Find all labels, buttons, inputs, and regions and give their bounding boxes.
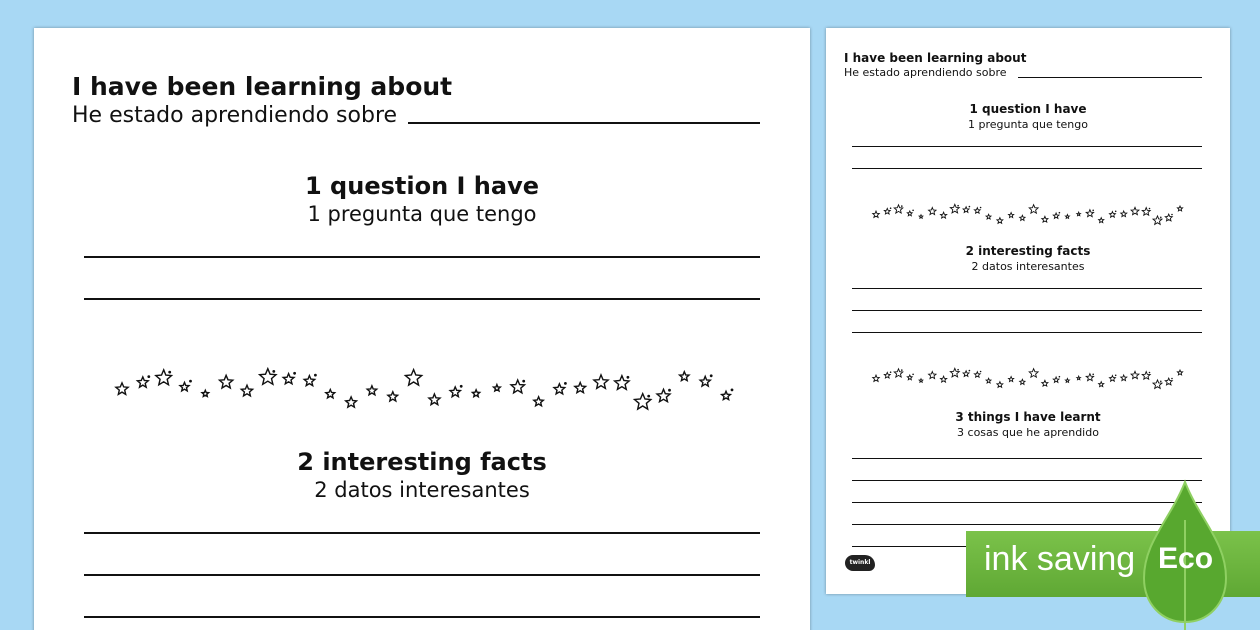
star-icon (326, 390, 335, 398)
star-icon (1177, 206, 1182, 211)
dot-icon (1059, 376, 1061, 378)
dot-icon (912, 374, 914, 376)
star-icon (700, 376, 710, 386)
star-icon (941, 376, 947, 382)
star-icon (202, 390, 209, 396)
star-icon (941, 212, 947, 218)
star-icon (929, 208, 936, 215)
star-icon (1020, 215, 1025, 220)
writing-line (84, 574, 760, 576)
topic-line (408, 122, 760, 124)
star-icon (116, 383, 128, 395)
writing-line (84, 298, 760, 300)
star-icon (1099, 218, 1104, 223)
dot-icon (901, 369, 903, 371)
star-icon (1042, 380, 1048, 386)
star-icon (907, 375, 912, 380)
star-icon (963, 207, 969, 213)
star-icon (986, 214, 991, 219)
dot-icon (980, 371, 982, 373)
section2-subheading: 2 datos interesantes (314, 478, 530, 502)
star-border-icon (868, 364, 1188, 392)
star-icon (346, 397, 357, 407)
star-icon (997, 382, 1003, 388)
section1-heading: 1 question I have (969, 102, 1087, 116)
star-icon (1065, 379, 1069, 383)
dot-icon (901, 205, 903, 207)
star-icon (963, 371, 969, 377)
section3-subheading: 3 cosas que he aprendido (957, 426, 1099, 439)
star-icon (1053, 213, 1059, 218)
page-title: I have been learning about (844, 51, 1027, 65)
writing-line (852, 288, 1202, 289)
dot-icon (1160, 217, 1162, 219)
writing-line (84, 256, 760, 258)
star-icon (511, 380, 525, 393)
star-icon (907, 211, 912, 216)
dot-icon (969, 370, 971, 372)
star-icon (1110, 376, 1116, 382)
star-icon (884, 208, 890, 214)
section1-subheading: 1 pregunta que tengo (968, 118, 1088, 131)
dot-icon (1160, 381, 1162, 383)
dot-icon (168, 371, 171, 374)
star-icon (1029, 369, 1038, 378)
star-icon (554, 384, 565, 394)
dot-icon (1115, 375, 1117, 377)
star-icon (1065, 215, 1069, 219)
star-icon (873, 375, 880, 381)
star-icon (220, 375, 233, 388)
star-icon (722, 391, 731, 399)
star-icon (1177, 370, 1182, 375)
dot-icon (147, 375, 150, 378)
dot-icon (1171, 214, 1173, 216)
star-icon (680, 372, 689, 381)
dot-icon (1115, 211, 1117, 213)
dot-icon (1092, 374, 1094, 376)
dot-icon (1092, 210, 1094, 212)
star-icon (1121, 375, 1127, 381)
star-icon (1042, 216, 1048, 222)
worksheet-large (34, 28, 810, 630)
star-icon (594, 375, 608, 389)
page-title: I have been learning about (72, 72, 453, 101)
star-border-icon (114, 358, 734, 418)
writing-line (852, 146, 1202, 147)
star-icon (180, 382, 189, 391)
dot-icon (272, 370, 275, 373)
star-icon (241, 385, 252, 396)
dot-icon (912, 210, 914, 212)
dot-icon (710, 374, 713, 377)
eco-label: Eco (1158, 542, 1214, 575)
section1-heading: 1 question I have (305, 172, 539, 200)
page-subtitle: He estado aprendiendo sobre (844, 66, 1007, 79)
dot-icon (627, 376, 630, 379)
star-icon (429, 394, 440, 405)
star-icon (1099, 382, 1104, 387)
dot-icon (957, 205, 959, 207)
writing-line (84, 616, 760, 618)
star-icon (1077, 212, 1081, 216)
star-icon (974, 208, 980, 214)
dot-icon (890, 371, 892, 373)
section3-heading: 3 things I have learnt (955, 410, 1101, 424)
star-icon (450, 387, 460, 397)
star-icon (1009, 213, 1014, 218)
star-icon (997, 218, 1003, 224)
topic-line (1018, 77, 1202, 78)
section2-heading: 2 interesting facts (965, 244, 1091, 258)
dot-icon (731, 389, 734, 392)
star-icon (986, 378, 991, 383)
star-icon (919, 379, 923, 382)
writing-line (852, 310, 1202, 311)
star-icon (919, 215, 923, 218)
section1-subheading: 1 pregunta que tengo (307, 202, 537, 226)
ink-saving-label: ink saving (984, 540, 1136, 578)
star-icon (1165, 378, 1172, 385)
dot-icon (564, 382, 567, 385)
star-icon (1165, 214, 1172, 221)
star-icon (534, 397, 544, 406)
star-icon (1086, 210, 1093, 217)
star-icon (1020, 379, 1025, 384)
star-icon (575, 383, 586, 393)
star-icon (1086, 374, 1093, 381)
star-icon (494, 385, 501, 391)
writing-line (852, 458, 1202, 459)
dot-icon (189, 380, 192, 383)
dot-icon (460, 385, 463, 388)
star-icon (873, 211, 880, 217)
star-icon (137, 377, 148, 387)
star-icon (1110, 212, 1116, 218)
dot-icon (957, 369, 959, 371)
star-icon (1053, 377, 1059, 382)
dot-icon (1149, 372, 1151, 374)
star-icon (1029, 205, 1038, 214)
dot-icon (1149, 208, 1151, 210)
star-icon (1077, 376, 1081, 380)
star-icon (1131, 371, 1139, 378)
dot-icon (314, 374, 317, 377)
writing-line (852, 332, 1202, 333)
star-icon (472, 390, 479, 397)
star-icon (367, 386, 377, 395)
star-icon (388, 392, 398, 401)
star-icon (1009, 377, 1014, 382)
dot-icon (668, 389, 671, 392)
dot-icon (522, 380, 525, 383)
star-icon (884, 372, 890, 378)
star-icon (657, 389, 670, 401)
star-icon (929, 372, 936, 379)
dot-icon (1171, 378, 1173, 380)
star-icon (974, 372, 980, 378)
star-border-icon (868, 200, 1188, 228)
star-icon (1121, 211, 1127, 217)
dot-icon (969, 206, 971, 208)
section2-subheading: 2 datos interesantes (971, 260, 1085, 273)
star-icon (405, 370, 421, 386)
dot-icon (890, 207, 892, 209)
star-icon (304, 376, 315, 386)
dot-icon (980, 207, 982, 209)
writing-line (852, 168, 1202, 169)
page-subtitle: He estado aprendiendo sobre (72, 103, 398, 128)
dot-icon (293, 372, 296, 375)
section2-heading: 2 interesting facts (297, 448, 547, 476)
dot-icon (1059, 212, 1061, 214)
star-icon (1131, 207, 1139, 214)
twinkl-logo: twinkl (845, 555, 875, 571)
dot-icon (647, 395, 650, 398)
star-icon (283, 374, 294, 384)
writing-line (84, 532, 760, 534)
